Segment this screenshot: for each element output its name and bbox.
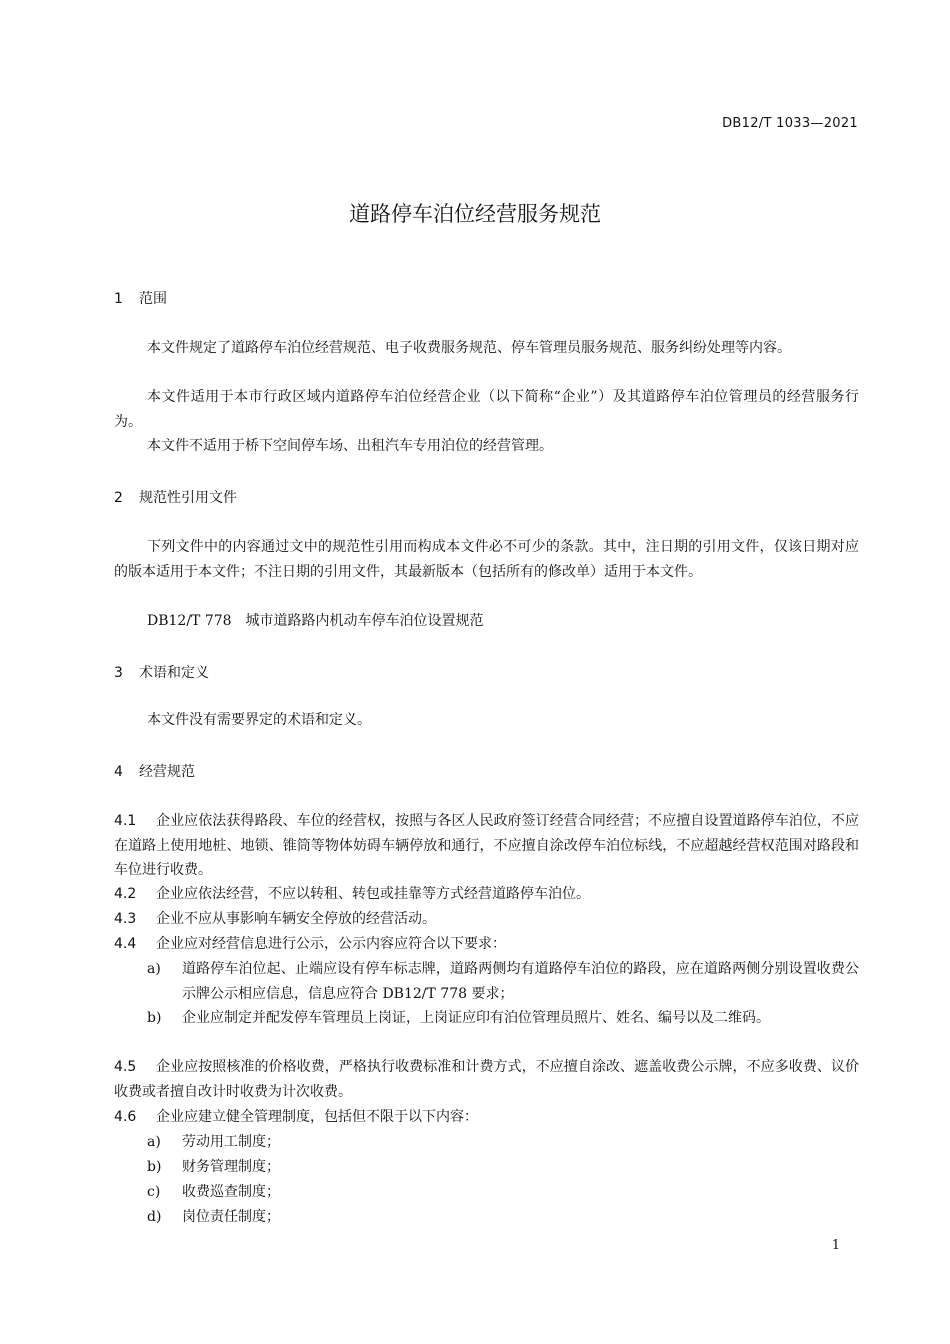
- list-item-text: 劳动用工制度；: [182, 1134, 280, 1150]
- clause-4-5: [114, 1055, 859, 1104]
- section-3-heading: [114, 662, 209, 682]
- section-4-heading: [114, 761, 195, 781]
- standard-code: DB12/T 1033—2021: [722, 116, 858, 131]
- section-number: 1: [114, 291, 123, 307]
- section-1-paragraph-1: 本文件规定了道路停车泊位经营规范、电子收费服务规范、停车管理员服务规范、服务纠纷处理等内容。: [147, 340, 791, 356]
- clause-number: 4.5: [114, 1059, 137, 1075]
- section-title: 术语和定义: [139, 665, 209, 681]
- clause-4-4: [114, 932, 859, 957]
- section-2-heading: [114, 487, 237, 507]
- section-number: 2: [114, 490, 123, 506]
- section-title: 经营规范: [139, 764, 195, 780]
- clause-number: 4.2: [114, 886, 137, 902]
- clause-4-3: [114, 907, 859, 932]
- section-title: 规范性引用文件: [139, 490, 237, 506]
- list-item: [147, 1155, 859, 1180]
- list-item: [147, 957, 859, 1006]
- section-1-paragraph-3: 本文件不适用于桥下空间停车场、出租汽车专用泊位的经营管理。: [147, 438, 553, 454]
- clause-text: 企业应依法获得路段、车位的经营权，按照与各区人民政府签订经营合同经营；不应擅自设置道路停车泊位，不应在道路上使用地桩、地锁、锥筒等物体妨碍车辆停放和通行，不应擅自涂改停车泊位标线，不应超越经营权范围对路段和车位进行收费。: [114, 813, 859, 878]
- clause-number: 4.3: [114, 911, 137, 927]
- clause-number: 4.1: [114, 813, 137, 829]
- list-item: [147, 1180, 859, 1205]
- section-1-paragraph-2: 本文件适用于本市行政区域内道路停车泊位经营企业（以下简称“企业”）及其道路停车泊位管理员的经营服务行为。: [114, 389, 859, 430]
- clause-number: 4.6: [114, 1109, 137, 1125]
- list-item-label: b): [147, 1010, 162, 1026]
- list-item-text: 企业应制定并配发停车管理员上岗证，上岗证应印有泊位管理员照片、姓名、编号以及二维码。: [182, 1010, 770, 1026]
- section-1-heading: [114, 288, 167, 308]
- list-item-label: a): [147, 961, 161, 977]
- clause-text: 企业应按照核准的价格收费，严格执行收费标准和计费方式，不应擅自涂改、遮盖收费公示牌，不应多收费、议价收费或者擅自改计时收费为计次收费。: [114, 1059, 859, 1100]
- list-item-text: 道路停车泊位起、止端应设有停车标志牌，道路两侧均有道路停车泊位的路段，应在道路两侧分别设置收费公示牌公示相应信息，信息应符合 DB12/T 778 要求；: [182, 961, 859, 1002]
- section-3-paragraph-1: 本文件没有需要界定的术语和定义。: [147, 712, 371, 728]
- list-item-label: b): [147, 1159, 162, 1175]
- list-item: [147, 1205, 859, 1230]
- list-item: [147, 1130, 859, 1155]
- list-item-label: a): [147, 1134, 161, 1150]
- clause-text: 企业应建立健全管理制度，包括但不限于以下内容：: [156, 1109, 478, 1125]
- list-item-text: 收费巡查制度；: [182, 1184, 280, 1200]
- clause-4-1: [114, 809, 859, 883]
- section-number: 3: [114, 665, 123, 681]
- list-item-text: 财务管理制度；: [182, 1159, 280, 1175]
- clause-number: 4.4: [114, 936, 137, 952]
- list-item: [147, 1006, 859, 1031]
- page-number: 1: [831, 1238, 840, 1253]
- clause-4-2: [114, 882, 859, 907]
- clause-text: 企业不应从事影响车辆安全停放的经营活动。: [156, 911, 436, 927]
- document-title: 道路停车泊位经营服务规范: [349, 202, 601, 226]
- list-item-label: d): [147, 1209, 162, 1225]
- list-item-text: 岗位责任制度；: [182, 1209, 280, 1225]
- clause-text: 企业应依法经营，不应以转租、转包或挂靠等方式经营道路停车泊位。: [156, 886, 590, 902]
- section-2-paragraph-1: 下列文件中的内容通过文中的规范性引用而构成本文件必不可少的条款。其中，注日期的引用文件，仅该日期对应的版本适用于本文件；不注日期的引用文件，其最新版本（包括所有的修改单）适用于本文件。: [114, 539, 859, 580]
- clause-4-6: [114, 1105, 859, 1130]
- list-item-label: c): [147, 1184, 161, 1200]
- section-title: 范围: [139, 291, 167, 307]
- section-number: 4: [114, 764, 123, 780]
- normative-reference: DB12/T 778 城市道路路内机动车停车泊位设置规范: [147, 613, 484, 629]
- clause-text: 企业应对经营信息进行公示，公示内容应符合以下要求：: [156, 936, 506, 952]
